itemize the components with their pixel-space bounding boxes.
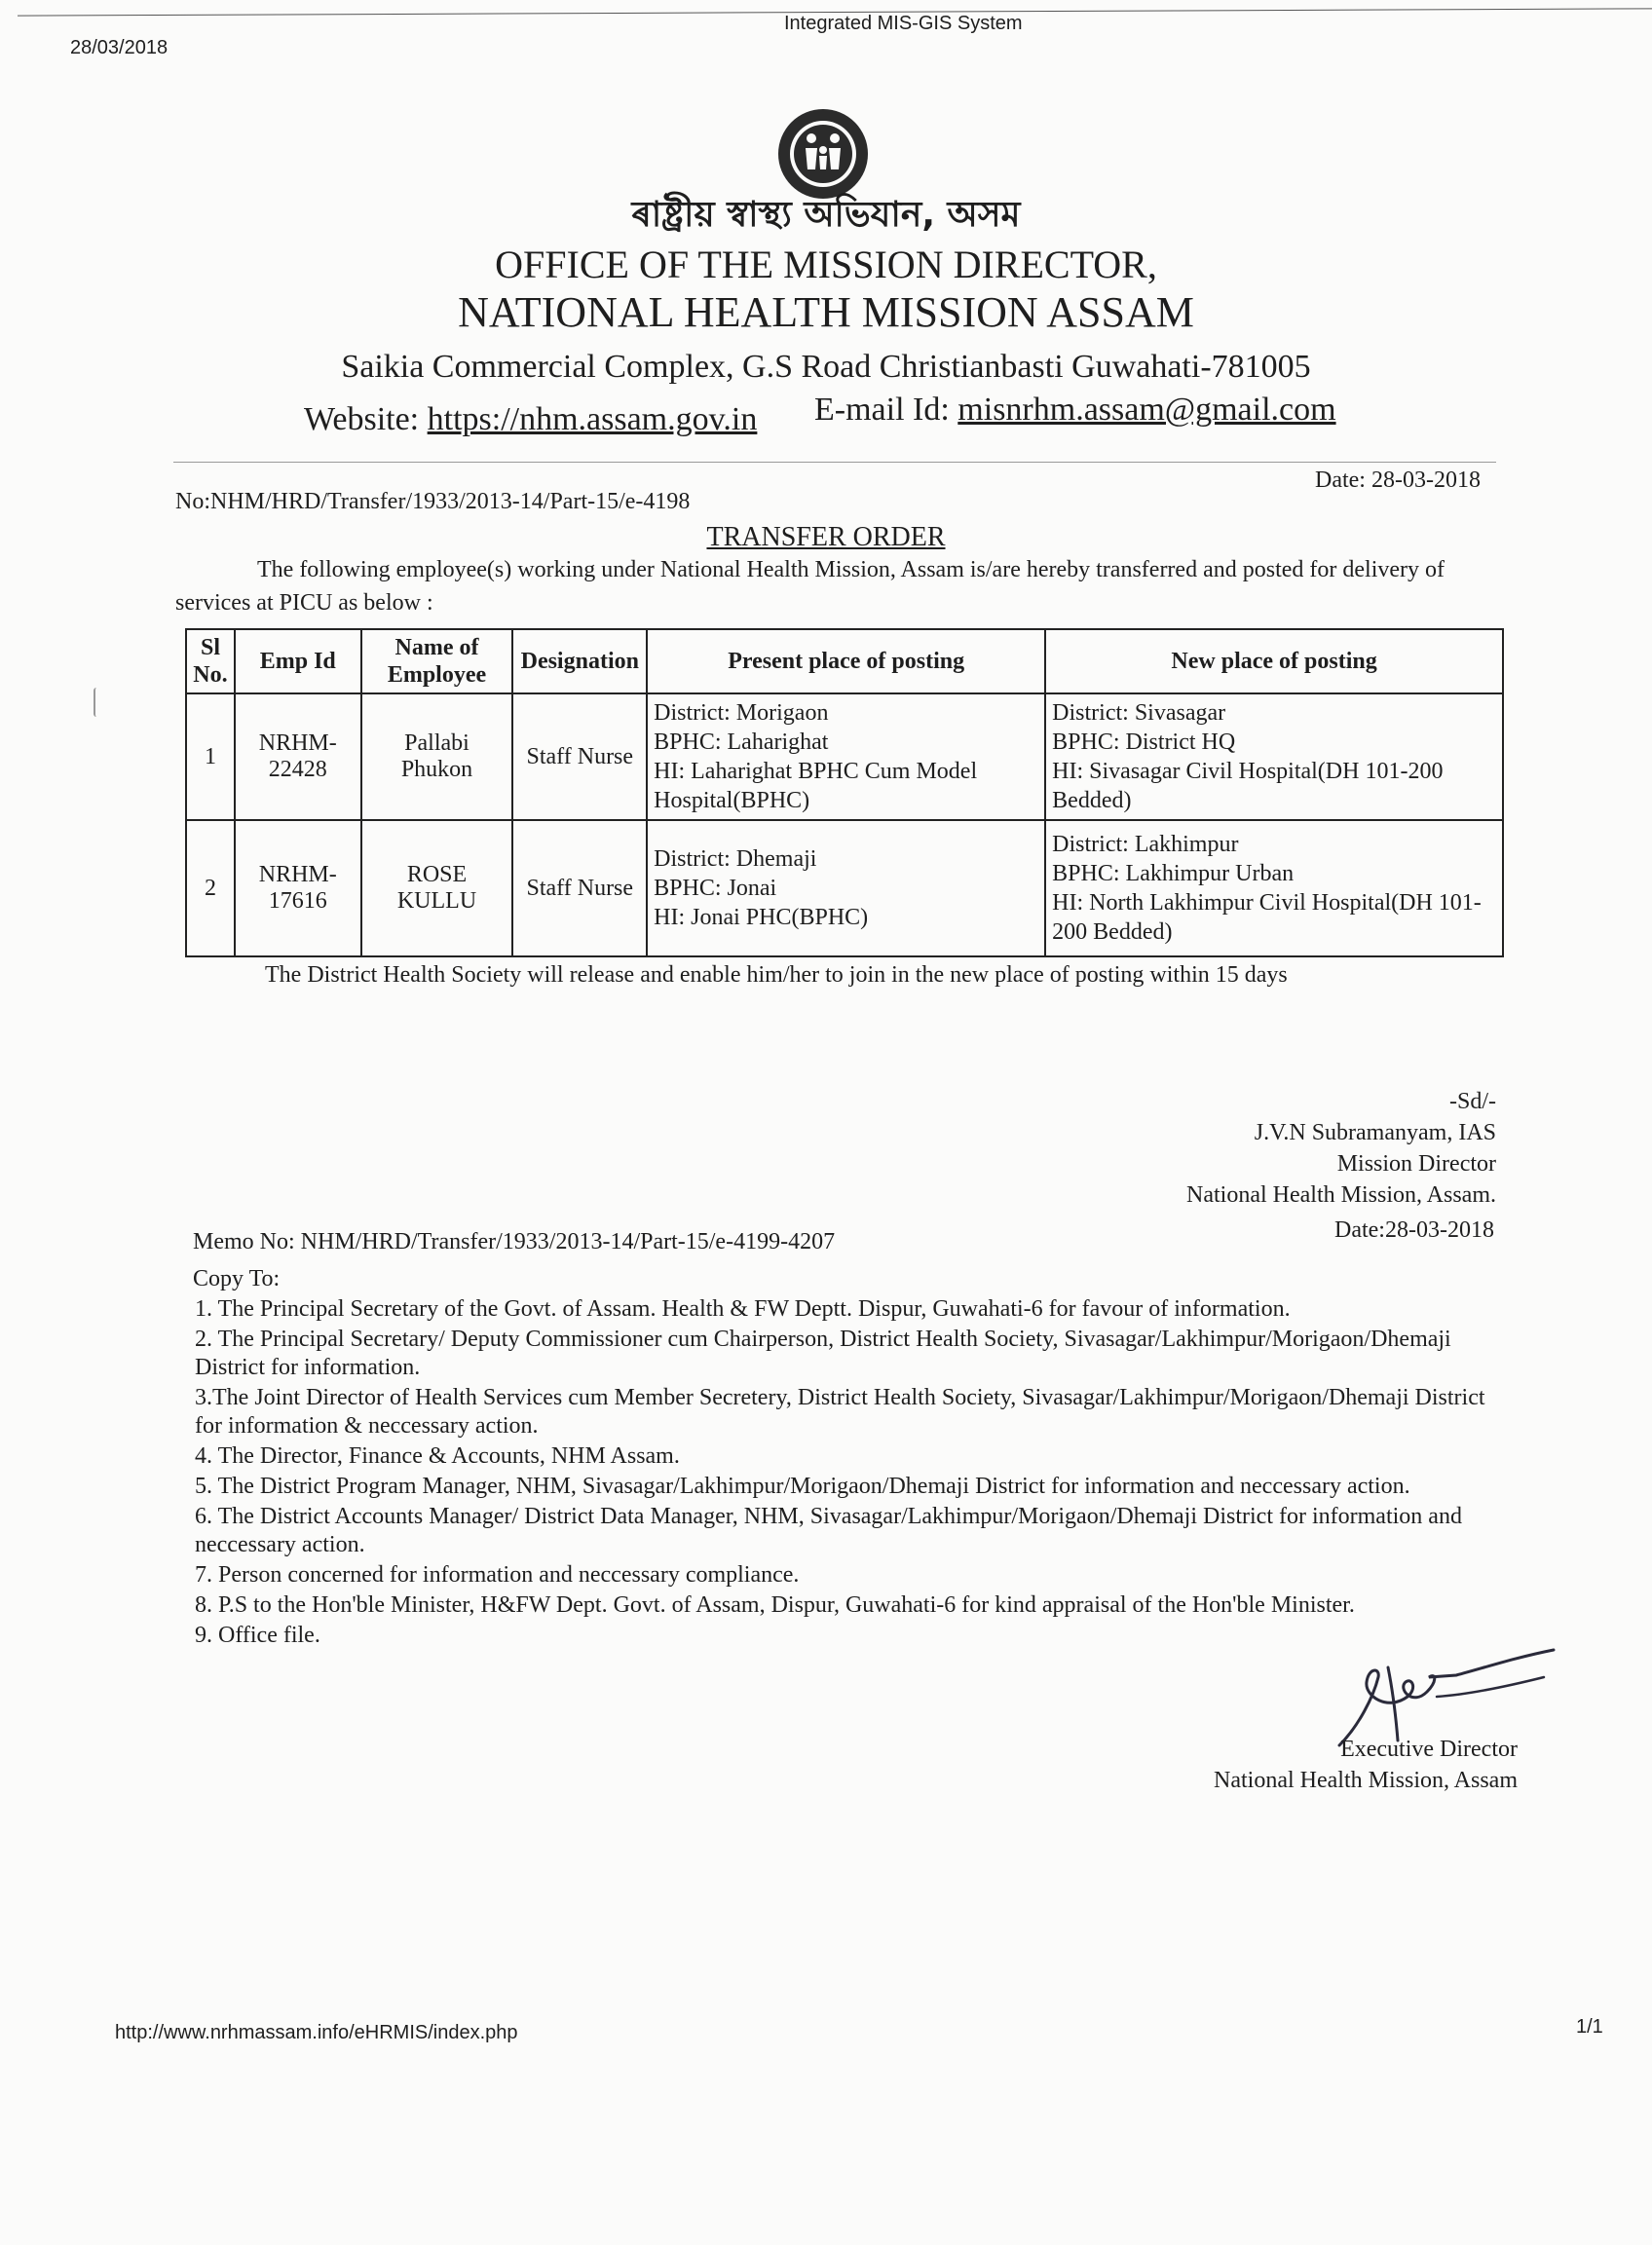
table-row <box>186 820 1503 956</box>
cell-designation: Staff Nurse <box>512 693 647 820</box>
bengali-title: ৰাষ্ট্ৰীয় স্বাস্থ্য অভিযান, অসম <box>631 195 1021 235</box>
email-line <box>814 392 1336 429</box>
new-bphc: BPHC: Lakhimpur Urban <box>1052 861 1295 886</box>
mission-title: NATIONAL HEALTH MISSION ASSAM <box>458 288 1194 336</box>
list-item: 3.The Joint Director of Health Services cum Member Secretery, District Health Society, Sivasagar/Lakhimpur/Morigaon/Dhemaji District for information & neccessary action. <box>195 1385 1485 1439</box>
col-name: Name of Employee <box>361 629 513 693</box>
present-hi: HI: Laharighat BPHC Cum Model Hospital(BPHC) <box>654 759 978 813</box>
col-emp-id: Emp Id <box>235 629 361 693</box>
system-name: Integrated MIS-GIS System <box>784 13 1023 34</box>
cell-emp-id: NRHM-17616 <box>235 820 361 956</box>
email-label: E-mail Id: <box>814 392 950 428</box>
new-district: District: Lakhimpur <box>1052 832 1239 857</box>
col-designation: Designation <box>512 629 647 693</box>
sd-mark: -Sd/- <box>1449 1089 1496 1114</box>
memo-no: Memo No: NHM/HRD/Transfer/1933/2013-14/Part-15/e-4199-4207 <box>193 1229 836 1254</box>
table-row <box>186 693 1503 820</box>
present-district: District: Morigaon <box>654 700 829 726</box>
website-line <box>304 401 757 438</box>
present-hi: HI: Jonai PHC(BPHC) <box>654 905 869 930</box>
memo-date: Date:28-03-2018 <box>1334 1217 1494 1243</box>
order-intro: The following employee(s) working under National Health Mission, Assam is/are hereby transferred and posted for delivery of services at PICU as below : <box>175 557 1445 616</box>
office-title: OFFICE OF THE MISSION DIRECTOR, <box>495 243 1157 286</box>
release-note: The District Health Society will release and enable him/her to join in the new place of posting within 15 days <box>265 962 1288 988</box>
cell-emp-id: NRHM-22428 <box>235 693 361 820</box>
executive-org: National Health Mission, Assam <box>1214 1768 1518 1793</box>
present-district: District: Dhemaji <box>654 846 817 872</box>
website-label: Website: <box>304 401 420 437</box>
order-title: TRANSFER ORDER <box>706 522 946 552</box>
new-hi: HI: Sivasagar Civil Hospital(DH 101-200 Bedded) <box>1052 759 1444 813</box>
email-link[interactable]: misnrhm.assam@gmail.com <box>957 392 1336 428</box>
list-item: 7. Person concerned for information and neccessary compliance. <box>195 1562 800 1588</box>
cell-present <box>647 820 1045 956</box>
list-item: 1. The Principal Secretary of the Govt. of Assam. Health & FW Deptt. Dispur, Guwahati-6 for favour of information. <box>195 1296 1291 1322</box>
list-item: 4. The Director, Finance & Accounts, NHM Assam. <box>195 1443 680 1469</box>
new-bphc: BPHC: District HQ <box>1052 730 1236 755</box>
signatory-name: J.V.N Subramanyam, IAS <box>1254 1120 1496 1145</box>
list-item: 9. Office file. <box>195 1623 320 1648</box>
col-sl: Sl No. <box>186 629 235 693</box>
header-divider <box>173 462 1496 463</box>
copy-to-list <box>195 1295 1500 1652</box>
cell-sl: 1 <box>186 693 235 820</box>
copy-to-label: Copy To: <box>193 1266 281 1291</box>
present-bphc: BPHC: Jonai <box>654 876 777 901</box>
cell-name: ROSE KULLU <box>361 820 513 956</box>
list-item: 8. P.S to the Hon'ble Minister, H&FW Dept. Govt. of Assam, Dispur, Guwahati-6 for kind appraisal of the Hon'ble Minister. <box>195 1592 1355 1618</box>
col-present-posting: Present place of posting <box>647 629 1045 693</box>
order-date: Date: 28-03-2018 <box>1315 468 1481 493</box>
cell-sl: 2 <box>186 820 235 956</box>
new-hi: HI: North Lakhimpur Civil Hospital(DH 101-200 Bedded) <box>1052 890 1482 945</box>
col-new-posting: New place of posting <box>1045 629 1503 693</box>
scan-mark <box>94 688 99 717</box>
list-item: 2. The Principal Secretary/ Deputy Commissioner cum Chairperson, District Health Society, Sivasagar/Lakhimpur/Morigaon/Dhemaji District for information. <box>195 1327 1451 1380</box>
signatory-org: National Health Mission, Assam. <box>1186 1182 1496 1208</box>
table-header-row <box>186 629 1503 693</box>
signature-block <box>1186 1086 1496 1211</box>
order-ref-no: No:NHM/HRD/Transfer/1933/2013-14/Part-15/e-4198 <box>175 489 691 514</box>
list-item: 5. The District Program Manager, NHM, Sivasagar/Lakhimpur/Morigaon/Dhemaji District for information and neccessary action. <box>195 1474 1410 1499</box>
executive-signature-block <box>1214 1734 1518 1796</box>
cell-name: Pallabi Phukon <box>361 693 513 820</box>
footer-url: http://www.nrhmassam.info/eHRMIS/index.php <box>115 2022 518 2043</box>
website-link[interactable]: https://nhm.assam.gov.in <box>427 401 758 437</box>
print-date: 28/03/2018 <box>70 37 169 58</box>
new-district: District: Sivasagar <box>1052 700 1226 726</box>
page-number: 1/1 <box>1576 2016 1603 2038</box>
office-address: Saikia Commercial Complex, G.S Road Christianbasti Guwahati-781005 <box>341 349 1311 385</box>
cell-new <box>1045 820 1503 956</box>
signatory-designation: Mission Director <box>1336 1151 1496 1177</box>
present-bphc: BPHC: Laharighat <box>654 730 829 755</box>
cell-present <box>647 693 1045 820</box>
executive-designation: Executive Director <box>1340 1737 1518 1762</box>
cell-designation: Staff Nurse <box>512 820 647 956</box>
list-item: 6. The District Accounts Manager/ District Data Manager, NHM, Sivasagar/Lakhimpur/Morigaon/Dhemaji District for information and neccessary action. <box>195 1504 1462 1557</box>
cell-new <box>1045 693 1503 820</box>
transfer-table <box>185 628 1504 957</box>
